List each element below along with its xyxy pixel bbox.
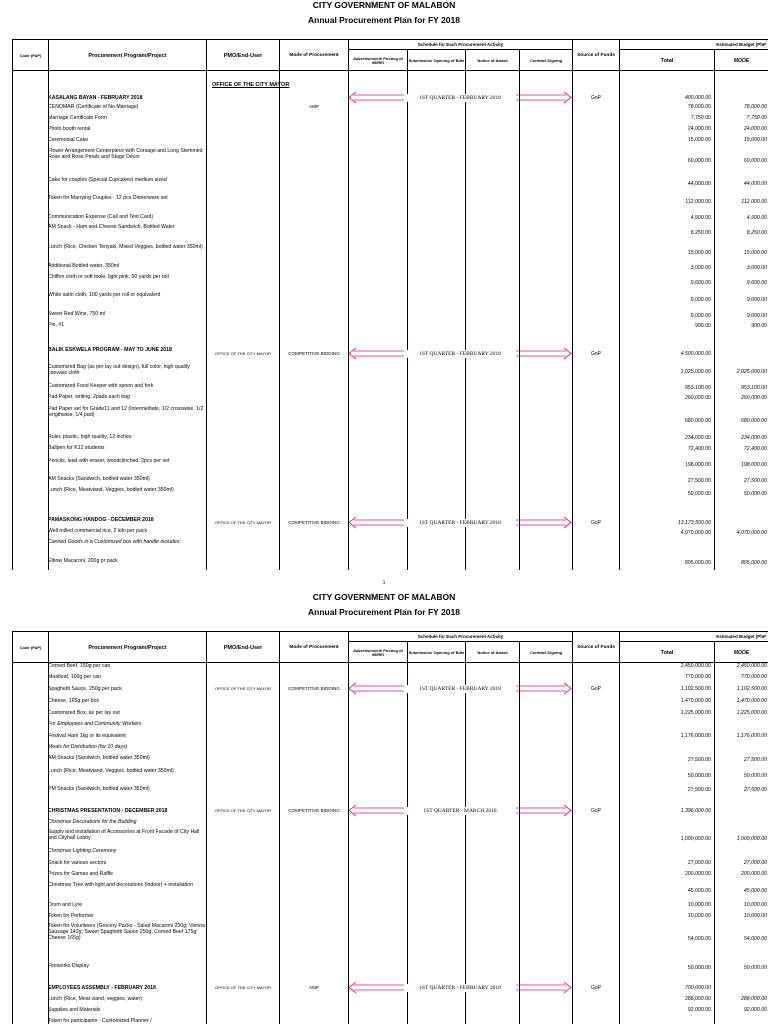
item-description: Christmas Lighting Ceremony bbox=[48, 848, 117, 854]
item-description: Prizes for Games and Raffle bbox=[48, 871, 114, 877]
item-description: Corned Beef, 150g per can bbox=[48, 663, 111, 669]
total-amount: 72,400.00 bbox=[687, 446, 711, 452]
mooe-amount: 54,000.00 bbox=[743, 936, 767, 942]
item-description: AM Snacks (Sandwich, bottled water 350ml) bbox=[48, 755, 150, 761]
item-description: For Employees and Community Workers bbox=[48, 721, 142, 727]
program-title: EMPLOYEES ASSEMBLY - FEBRUARY 2018 bbox=[48, 985, 156, 991]
schedule-label: 1ST QUARTER - FEBRUARY 2018 bbox=[404, 984, 516, 992]
item-description: Christmas Decorations for the Building bbox=[48, 819, 137, 825]
total-amount: 1,396,000.00 bbox=[680, 808, 711, 814]
schedule-arrow bbox=[348, 982, 572, 994]
mooe-amount: 15,000.00 bbox=[743, 137, 767, 143]
total-amount: 4,500,000.00 bbox=[680, 351, 711, 357]
total-amount: 200,000.00 bbox=[685, 871, 711, 877]
pmo-cell: OFFICE OF THE CITY MAYOR bbox=[214, 351, 271, 356]
total-amount: 770,000.00 bbox=[685, 674, 711, 680]
mooe-amount: 45,000.00 bbox=[743, 888, 767, 894]
item-description: Customized Box, as per lay out bbox=[48, 710, 120, 716]
mooe-amount: 770,000.00 bbox=[741, 674, 767, 680]
mooe-amount: 200,000.00 bbox=[741, 871, 767, 877]
item-description: Photo booth rental bbox=[48, 126, 91, 132]
total-amount: 288,000.00 bbox=[685, 996, 711, 1002]
item-description: Token for Volunteers (Grocery Packs - Salad Macaroni 200g; Vienna Sausage 142g; Sweet Spaghetti Sauce 250g; Corned Beef 175g; Cheese 165g) bbox=[48, 923, 206, 941]
mooe-amount: 15,000.00 bbox=[743, 250, 767, 256]
mooe-amount: 50,000.00 bbox=[743, 965, 767, 971]
total-amount: 700,000.00 bbox=[685, 985, 711, 991]
mooe-amount: 9,000.00 bbox=[746, 297, 767, 303]
page-number: 1 bbox=[382, 580, 386, 586]
item-description: Elbow Macaroni, 200g pr pack bbox=[48, 558, 118, 564]
mooe-amount: 24,000.00 bbox=[743, 126, 767, 132]
total-amount: 1,176,000.00 bbox=[680, 733, 711, 739]
pmo-cell: OFFICE OF THE CITY MAYOR bbox=[214, 686, 271, 691]
total-amount: 92,000.00 bbox=[687, 1007, 711, 1013]
pmo-cell: OFFICE OF THE CITY MAYOR bbox=[214, 985, 271, 990]
total-amount: 1,000,000.00 bbox=[680, 836, 711, 842]
item-description: Flower Arrangement Centerpiece with Corsage and Long Stemmed Rose and Rose Petals and Stage Décor bbox=[48, 148, 203, 160]
program-title: KASALANG BAYAN - FEBRUARY 2018 bbox=[48, 95, 143, 101]
mooe-amount: 1,225,000.00 bbox=[736, 710, 767, 716]
col-total: Total bbox=[619, 642, 714, 664]
mooe-amount: 900.00 bbox=[751, 323, 767, 329]
schedule-label: 1ST QUARTER - MARCH 2018 bbox=[404, 807, 516, 815]
fund-source: GoP bbox=[590, 520, 601, 526]
fund-source: GoP bbox=[590, 686, 601, 692]
mooe-amount: 953,100.00 bbox=[741, 385, 767, 391]
total-amount: 15,000.00 bbox=[687, 137, 711, 143]
item-description: Spaghetti Sauce, 250g per pack bbox=[48, 686, 122, 692]
schedule-label: 1ST QUARTER - FEBRUARY 2018 bbox=[404, 350, 516, 358]
schedule-label: 1ST QUARTER - FEBRUARY 2018 bbox=[404, 519, 516, 527]
total-amount: 50,000.00 bbox=[687, 773, 711, 779]
item-description: White satin cloth, 100 yards per roll or equivalent bbox=[48, 292, 161, 298]
col-source: Source of Funds bbox=[572, 40, 619, 72]
total-amount: 27,500.00 bbox=[687, 478, 711, 484]
item-description: Meatloaf, 100g per can bbox=[48, 674, 102, 680]
item-description: Festival Ham 1kg or its equivalent bbox=[48, 733, 126, 739]
item-description: Chiffon cloth or soft toole, light pink, 50 yards per roll bbox=[48, 274, 169, 280]
col-mooe: MOOE bbox=[714, 50, 768, 72]
item-description: Sweet Red Wine, 750 ml bbox=[48, 311, 106, 317]
mooe-amount: 112,000.00 bbox=[741, 199, 767, 205]
mode-cell: COMPETITIVE BIDDING bbox=[288, 351, 340, 356]
col-notice: Notice of Award bbox=[465, 642, 519, 664]
mooe-amount: 1,470,000.00 bbox=[736, 698, 767, 704]
mooe-amount: 198,000.00 bbox=[741, 462, 767, 468]
mode-cell: COMPETITIVE BIDDING bbox=[288, 520, 340, 525]
mooe-amount: 27,500.00 bbox=[743, 787, 767, 793]
mooe-amount: 9,600.00 bbox=[746, 280, 767, 286]
total-amount: 10,000.00 bbox=[687, 902, 711, 908]
program-title: BALIK ESKWELA PROGRAM - MAY TO JUNE 2018 bbox=[48, 347, 172, 353]
total-amount: 7,750.00 bbox=[690, 115, 711, 121]
item-description: Pad Paper, writing, 2pads each bag bbox=[48, 394, 130, 400]
document-subtitle: Annual Procurement Plan for FY 2018 bbox=[308, 607, 460, 617]
total-amount: 50,000.00 bbox=[687, 491, 711, 497]
item-description: PM Snacks (Sandwich, bottled water 350ml) bbox=[48, 786, 150, 792]
item-description: AM Snacks (Sandwich, bottled water 350ml) bbox=[48, 476, 150, 482]
col-pmo: PMO/End-User bbox=[206, 632, 279, 664]
pmo-cell: OFFICE OF THE CITY MAYOR bbox=[214, 808, 271, 813]
total-amount: 24,000.00 bbox=[687, 126, 711, 132]
item-description: Drum and Lyre bbox=[48, 902, 83, 908]
total-amount: 45,000.00 bbox=[687, 888, 711, 894]
fund-source: GoP bbox=[590, 351, 601, 357]
total-amount: 4,070,000.00 bbox=[680, 530, 711, 536]
table-body bbox=[12, 663, 768, 1024]
mooe-amount: 78,000.00 bbox=[743, 104, 767, 110]
document-subtitle: Annual Procurement Plan for FY 2018 bbox=[308, 15, 460, 25]
total-amount: 44,000.00 bbox=[687, 181, 711, 187]
total-amount: 27,500.00 bbox=[687, 757, 711, 763]
total-amount: 4,500.00 bbox=[690, 215, 711, 221]
fund-source: GoP bbox=[590, 95, 601, 101]
item-description: Communication Expense (Call and Text Card) bbox=[48, 214, 154, 220]
item-description: Christmas Tree with light and decorations (indoor) + installation bbox=[48, 882, 193, 888]
mooe-amount: 680,000.00 bbox=[741, 418, 767, 424]
item-description: Pin, #1 bbox=[48, 322, 65, 328]
total-amount: 1,225,000.00 bbox=[680, 710, 711, 716]
table-header bbox=[12, 39, 768, 71]
mooe-amount: 234,000.00 bbox=[741, 435, 767, 441]
mooe-amount: 8,250.00 bbox=[746, 230, 767, 236]
schedule-arrow bbox=[348, 348, 572, 360]
col-advertisement: Advertisement/ Posting of IB/REI bbox=[348, 642, 407, 664]
item-description: Lunch (Rice, Meat viand, veggies, water) bbox=[48, 996, 142, 1002]
total-amount: 1,102,500.00 bbox=[680, 686, 711, 692]
total-amount: 27,000.00 bbox=[687, 860, 711, 866]
mooe-amount: 2,450,000.00 bbox=[736, 663, 767, 669]
total-amount: 900.00 bbox=[695, 323, 711, 329]
col-mooe: MOOE bbox=[714, 642, 768, 664]
mooe-amount: 72,400.00 bbox=[743, 446, 767, 452]
mooe-amount: 260,000.00 bbox=[741, 395, 767, 401]
total-amount: 54,000.00 bbox=[687, 936, 711, 942]
col-advertisement: Advertisement/ Posting of IB/REI bbox=[348, 50, 407, 72]
item-description: Token for participants - Customized Planner / bbox=[48, 1018, 152, 1024]
item-description: AM Snack - Ham and Cheese Sandwich, Bottled Water bbox=[48, 224, 175, 230]
mooe-amount: 4,070,000.00 bbox=[736, 530, 767, 536]
col-source: Source of Funds bbox=[572, 632, 619, 664]
item-description: Customized Bag (as per lay out design), full color, high quality canvass cloth bbox=[48, 364, 190, 376]
total-amount: 60,000.00 bbox=[687, 158, 711, 164]
item-description: Ruler, plastic, high quality, 12 inches bbox=[48, 434, 132, 440]
schedule-arrow bbox=[348, 683, 572, 695]
item-description: Marriage Certificate Form bbox=[48, 115, 107, 121]
col-budget: Estimated Budget (PhP bbox=[619, 40, 768, 49]
total-amount: 2,025,000.00 bbox=[680, 369, 711, 375]
mooe-amount: 50,000.00 bbox=[743, 773, 767, 779]
col-total: Total bbox=[619, 50, 714, 72]
mooe-amount: 44,000.00 bbox=[743, 181, 767, 187]
item-description: Ballpen for K12 students bbox=[48, 445, 105, 451]
total-amount: 9,000.00 bbox=[690, 297, 711, 303]
col-program: Procurement Program/Project bbox=[48, 40, 206, 72]
total-amount: 13,173,500.00 bbox=[677, 520, 711, 526]
item-description: Meals for Distribution (for 10 days) bbox=[48, 744, 128, 750]
col-mode: Mode of Procurement bbox=[279, 40, 348, 72]
total-amount: 234,000.00 bbox=[685, 435, 711, 441]
item-description: Customized Food Keeper with spoon and fork bbox=[48, 383, 154, 389]
total-amount: 680,000.00 bbox=[685, 418, 711, 424]
schedule-arrow bbox=[348, 92, 572, 104]
schedule-arrow bbox=[348, 805, 572, 817]
total-amount: 10,000.00 bbox=[687, 913, 711, 919]
total-amount: 78,000.00 bbox=[687, 104, 711, 110]
mooe-amount: 27,500.00 bbox=[743, 757, 767, 763]
col-schedule: Schedule for Each Procurement Activity bbox=[348, 40, 572, 49]
mode-cell: AMP bbox=[309, 104, 319, 109]
table-body bbox=[12, 71, 768, 570]
mooe-amount: 2,025,000.00 bbox=[736, 369, 767, 375]
mooe-amount: 3,000.00 bbox=[746, 265, 767, 271]
col-code: Code (PAP) bbox=[12, 632, 48, 664]
mooe-amount: 10,000.00 bbox=[743, 902, 767, 908]
document-title: CITY GOVERNMENT OF MALABON bbox=[312, 592, 456, 602]
mooe-amount: 288,000.00 bbox=[741, 996, 767, 1002]
col-schedule: Schedule for Each Procurement Activity bbox=[348, 632, 572, 641]
total-amount: 953,100.00 bbox=[685, 385, 711, 391]
col-submission: Submission/ Opening of Bids bbox=[407, 50, 465, 72]
item-description: Snack for various sectors bbox=[48, 860, 107, 866]
program-title: PAMASKONG HANDOG - DECEMBER 2018 bbox=[48, 517, 154, 523]
total-amount: 3,000.00 bbox=[690, 265, 711, 271]
total-amount: 198,000.00 bbox=[685, 462, 711, 468]
schedule-label: 1ST QUARTER - FEBRUARY 2018 bbox=[404, 685, 516, 693]
item-description: Lunch (Rice, Meatviand, Veggies, bottled water 350ml) bbox=[48, 487, 174, 493]
item-description: Pencils, lead with eraser, woodclinched, 2pcs per set bbox=[48, 458, 170, 464]
total-amount: 805,000.00 bbox=[685, 560, 711, 566]
col-notice: Notice of Award bbox=[465, 50, 519, 72]
total-amount: 9,000.00 bbox=[690, 313, 711, 319]
total-amount: 27,500.00 bbox=[687, 787, 711, 793]
total-amount: 260,000.00 bbox=[685, 395, 711, 401]
item-description: Pad Paper set for Grade11 and 12 (Intermediate, 1/2 crosswise, 1/2 lengthwise, 1/4 pad) bbox=[48, 406, 204, 418]
total-amount: 1,470,000.00 bbox=[680, 698, 711, 704]
col-program: Procurement Program/Project bbox=[48, 632, 206, 664]
total-amount: 112,000.00 bbox=[685, 199, 711, 205]
item-description: Supplies and Materials bbox=[48, 1007, 101, 1013]
col-code: Code (PAP) bbox=[12, 40, 48, 72]
item-description: Token for Marrying Couples - 12 pcs Dinnerware set bbox=[48, 195, 168, 201]
mooe-amount: 1,102,500.00 bbox=[736, 686, 767, 692]
mooe-amount: 1,176,000.00 bbox=[736, 733, 767, 739]
item-description: Cake for couples (Special Cupcakes) medium sized bbox=[48, 177, 167, 183]
document-page-2 bbox=[0, 592, 768, 1024]
document-title: CITY GOVERNMENT OF MALABON bbox=[312, 0, 456, 10]
col-mode: Mode of Procurement bbox=[279, 632, 348, 664]
item-description: Well milled commercial rice, 2 kilo per pack bbox=[48, 528, 148, 534]
item-description: Lunch (Rice, Meatviand, Veggies, bottled water 350ml) bbox=[48, 768, 174, 774]
total-amount: 2,450,000.00 bbox=[680, 663, 711, 669]
item-description: Fireworks Display bbox=[48, 963, 89, 969]
col-contract: Contract Signing bbox=[519, 642, 572, 664]
table-header bbox=[12, 631, 768, 663]
mooe-amount: 27,500.00 bbox=[743, 478, 767, 484]
item-description: CENOMAR (Certificate of No Marriage) bbox=[48, 104, 139, 110]
col-budget: Estimated Budget (PhP bbox=[619, 632, 768, 641]
mode-cell: COMPETITIVE BIDDING bbox=[288, 808, 340, 813]
item-description: Additional Bottled water, 350ml bbox=[48, 263, 120, 269]
mooe-amount: 805,000.00 bbox=[741, 560, 767, 566]
col-contract: Contract Signing bbox=[519, 50, 572, 72]
mooe-amount: 92,000.00 bbox=[743, 1007, 767, 1013]
mooe-amount: 4,500.00 bbox=[746, 215, 767, 221]
item-description: Supply and installation of Accessories at Front Facade of City Hall and Cityhall Lobby bbox=[48, 829, 200, 841]
fund-source: GoP bbox=[590, 985, 601, 991]
total-amount: 400,000.00 bbox=[685, 95, 711, 101]
item-description: Cheese, 165g per box bbox=[48, 698, 100, 704]
total-amount: 15,000.00 bbox=[687, 250, 711, 256]
office-label: OFFICE OF THE CITY MAYOR bbox=[212, 82, 290, 88]
program-title: CHRISTMAS PRESENTATION - DECEMBER 2018 bbox=[48, 808, 168, 814]
schedule-arrow bbox=[348, 517, 572, 529]
total-amount: 8,250.00 bbox=[690, 230, 711, 236]
item-description: Token for Performer bbox=[48, 913, 94, 919]
item-description: Canned Goods in a Customized box with handle includes: bbox=[48, 539, 181, 545]
mooe-amount: 27,000.00 bbox=[743, 860, 767, 866]
mooe-amount: 10,000.00 bbox=[743, 913, 767, 919]
mooe-amount: 50,000.00 bbox=[743, 491, 767, 497]
mooe-amount: 7,750.00 bbox=[746, 115, 767, 121]
col-submission: Submission/ Opening of Bids bbox=[407, 642, 465, 664]
mooe-amount: 60,000.00 bbox=[743, 158, 767, 164]
schedule-label: 1ST QUARTER - FEBRUARY 2018 bbox=[404, 94, 516, 102]
item-description: Lunch (Rice, Chicken Teriyaki, Mixed Veggies, bottled water 350ml) bbox=[48, 244, 203, 250]
mode-cell: AMP bbox=[309, 985, 319, 990]
pmo-cell: OFFICE OF THE CITY MAYOR bbox=[214, 520, 271, 525]
fund-source: GoP bbox=[590, 808, 601, 814]
item-description: Ceremonial Cake bbox=[48, 137, 89, 143]
mooe-amount: 9,000.00 bbox=[746, 313, 767, 319]
col-pmo: PMO/End-User bbox=[206, 40, 279, 72]
total-amount: 9,600.00 bbox=[690, 280, 711, 286]
mooe-amount: 1,000,000.00 bbox=[736, 836, 767, 842]
total-amount: 50,000.00 bbox=[687, 965, 711, 971]
mode-cell: COMPETITIVE BIDDING bbox=[288, 686, 340, 691]
